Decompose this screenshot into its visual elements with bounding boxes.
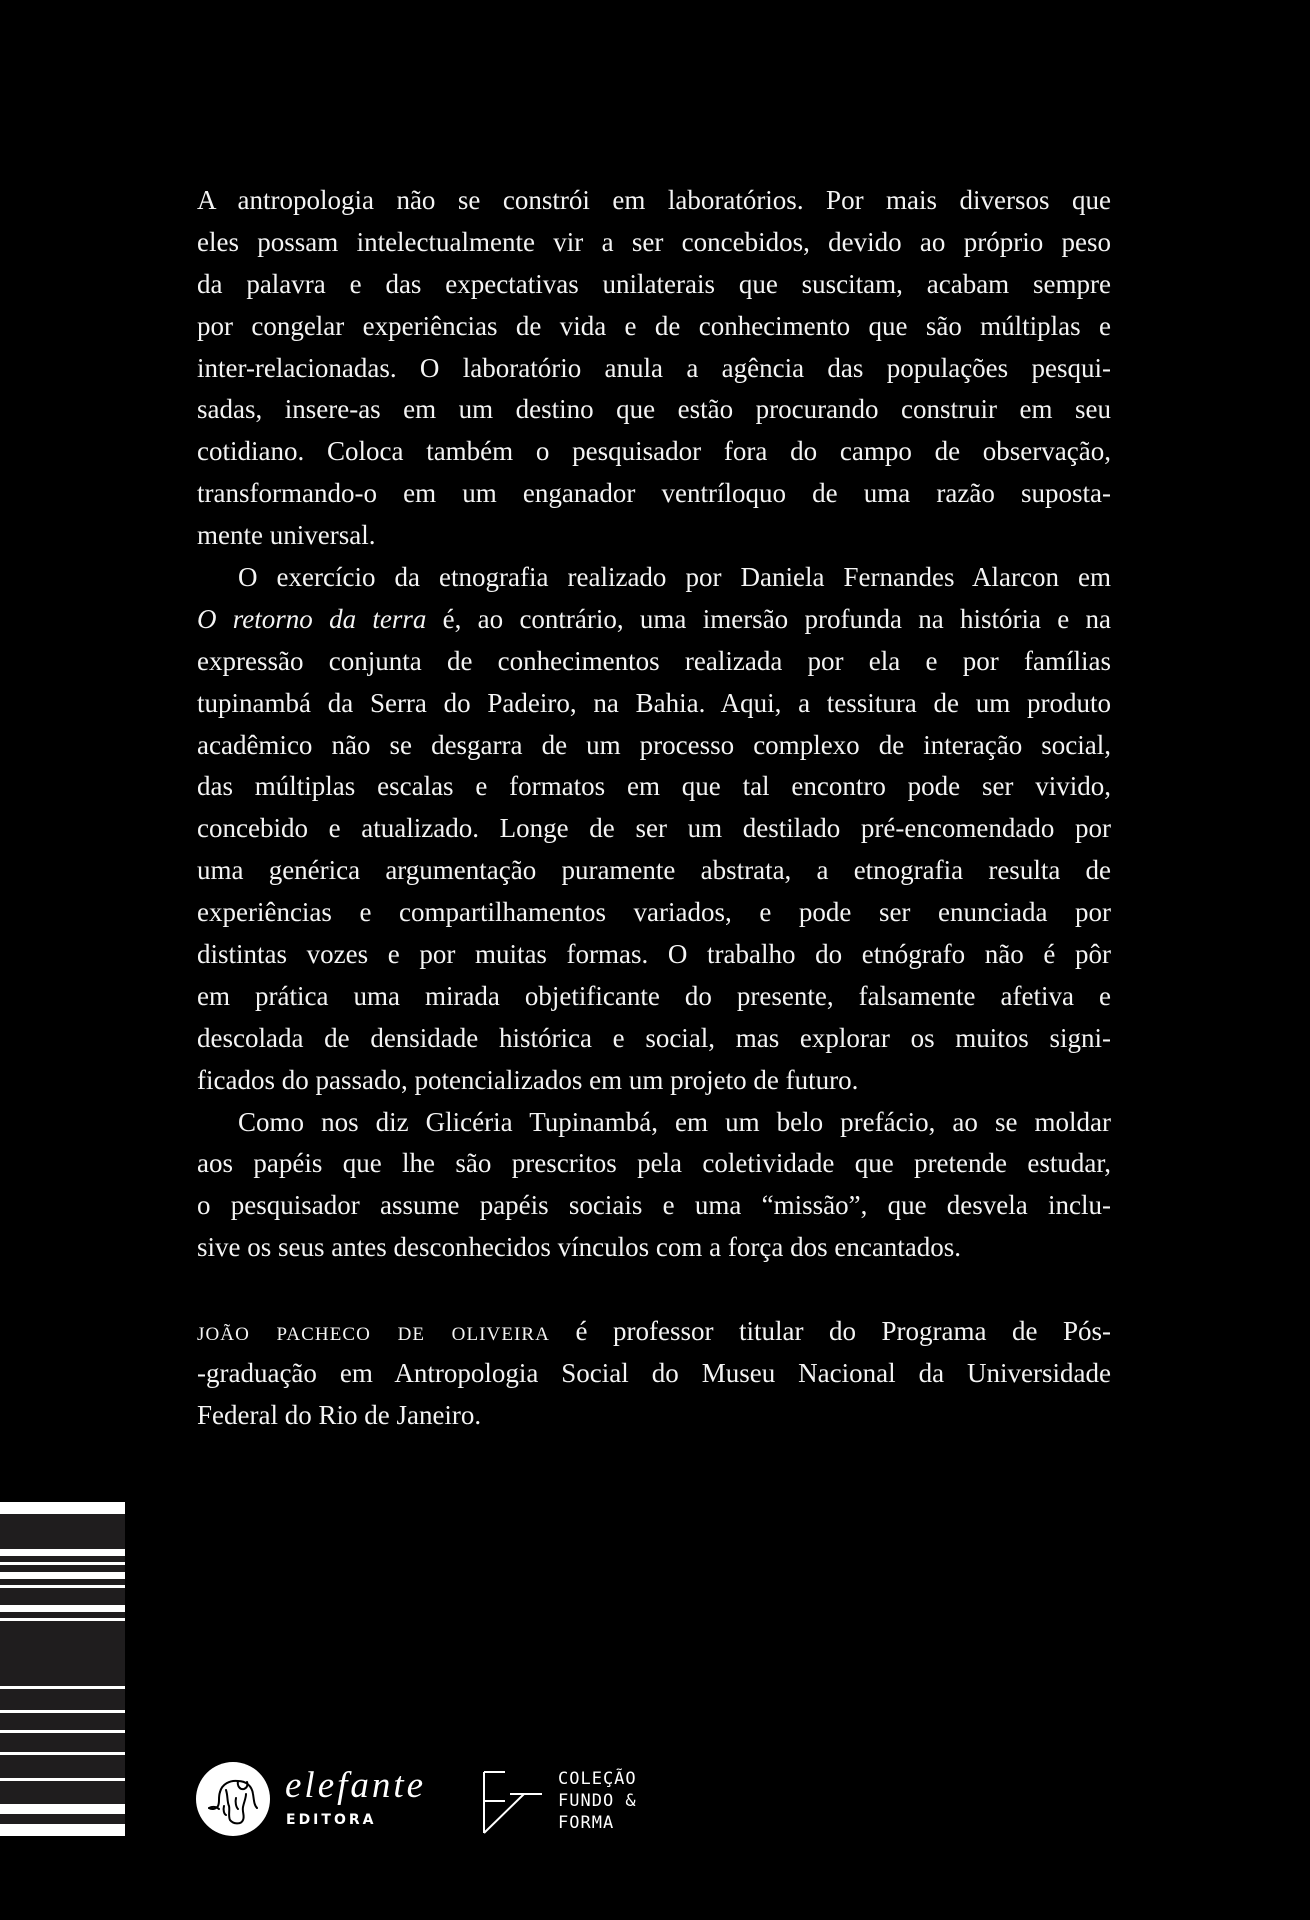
text-line: descolada de densidade histórica e social, mas explorar os muitos signi- (197, 1022, 1111, 1053)
barcode-stripe (0, 1730, 125, 1733)
barcode-stripe (0, 1804, 125, 1814)
text-line: A antropologia não se constrói em laboratórios. Por mais diversos que (197, 185, 1111, 215)
text-line (197, 1311, 1111, 1353)
text-fragment: é, ao contrário, uma imersão profunda na história e na (442, 603, 1112, 634)
paragraph-3 (197, 1102, 1111, 1270)
text-line: transformando-o em um enganador ventríloquo de uma razão suposta- (197, 478, 1111, 509)
colecao-fundo-forma-logo (480, 1768, 680, 1840)
text-line: concebido e atualizado. Longe de ser um destilado pré-encomendado por (197, 813, 1111, 844)
elephant-icon (196, 1762, 270, 1836)
text-line: sadas, insere-as em um destino que estão procurando construir em seu (197, 394, 1111, 425)
barcode-stripe (0, 1605, 125, 1612)
text-line: cotidiano. Coloca também o pesquisador fora do campo de observação, (197, 436, 1111, 467)
text-line: uma genérica argumentação puramente abstrata, a etnografia resulta de (197, 855, 1111, 886)
paragraph-2 (197, 557, 1111, 1102)
paragraph-1 (197, 180, 1111, 557)
text-line: experiências e compartilhamentos variados, e pode ser enunciada por (197, 897, 1111, 928)
author-name: joão pacheco de oliveira (197, 1316, 550, 1347)
text-fragment: é professor titular do Programa de Pós- (575, 1316, 1112, 1347)
barcode-stripe (0, 1502, 125, 1514)
text-line: mente universal. (197, 520, 376, 551)
barcode-stripe (0, 1562, 125, 1565)
collection-line: FUNDO & (558, 1791, 637, 1811)
text-line: por congelar experiências de vida e de conhecimento que são múltiplas e (197, 310, 1111, 341)
publisher-name: elefante (285, 1765, 427, 1806)
barcode-stripe (0, 1824, 125, 1836)
barcode-stripe (0, 1572, 125, 1579)
text-line: das múltiplas escalas e formatos em que tal encontro pode ser vivido, (197, 771, 1111, 802)
barcode-stripe (0, 1752, 125, 1755)
barcode-stripe (0, 1549, 125, 1556)
barcode-stripe (0, 1778, 125, 1781)
text-line: O exercício da etnografia realizado por Daniela Fernandes Alarcon em (238, 562, 1111, 593)
text-line: tupinambá da Serra do Padeiro, na Bahia. Aqui, a tessitura de um produto (197, 687, 1111, 718)
text-line: eles possam intelectualmente vir a ser concebidos, devido ao próprio peso (197, 226, 1111, 257)
barcode-strip (0, 1502, 125, 1836)
author-bio (197, 1311, 1111, 1437)
barcode-stripe (0, 1686, 125, 1689)
text-line: em prática uma mirada objetificante do presente, falsamente afetiva e (197, 980, 1111, 1011)
text-line: sive os seus antes desconhecidos vínculos com a força dos encantados. (197, 1232, 962, 1263)
collection-line: COLEÇÃO (558, 1769, 637, 1789)
book-title: O retorno da terra (197, 603, 427, 634)
publisher-subtitle: EDITORA (286, 1812, 377, 1828)
text-line: inter-relacionadas. O laboratório anula a agência das populações pesqui- (197, 352, 1111, 383)
text-line: -graduação em Antropologia Social do Museu Nacional da Universidade (197, 1357, 1111, 1388)
barcode-stripe (0, 1710, 125, 1713)
text-line: o pesquisador assume papéis sociais e uma “missão”, que desvela inclu- (197, 1190, 1111, 1221)
ff-monogram-icon (480, 1768, 552, 1840)
text-line: acadêmico não se desgarra de um processo complexo de interação social, (197, 729, 1111, 760)
text-line: distintas vozes e por muitas formas. O trabalho do etnógrafo não é pôr (197, 939, 1111, 970)
elefante-editora-logo (196, 1762, 456, 1838)
text-line: Como nos diz Glicéria Tupinambá, em um belo prefácio, ao se moldar (238, 1106, 1111, 1137)
barcode-stripe (0, 1618, 125, 1621)
collection-name (558, 1768, 637, 1834)
text-line: ficados do passado, potencializados em um projeto de futuro. (197, 1064, 859, 1095)
collection-line: FORMA (558, 1813, 615, 1833)
text-line (197, 599, 1111, 641)
barcode-stripe (0, 1585, 125, 1588)
text-line: aos papéis que lhe são prescritos pela coletividade que pretende estudar, (197, 1148, 1111, 1179)
back-cover-text (197, 180, 1111, 1437)
text-line: expressão conjunta de conhecimentos realizada por ela e por famílias (197, 645, 1111, 676)
text-line: Federal do Rio de Janeiro. (197, 1399, 482, 1430)
text-line: da palavra e das expectativas unilaterais que suscitam, acabam sempre (197, 268, 1111, 299)
